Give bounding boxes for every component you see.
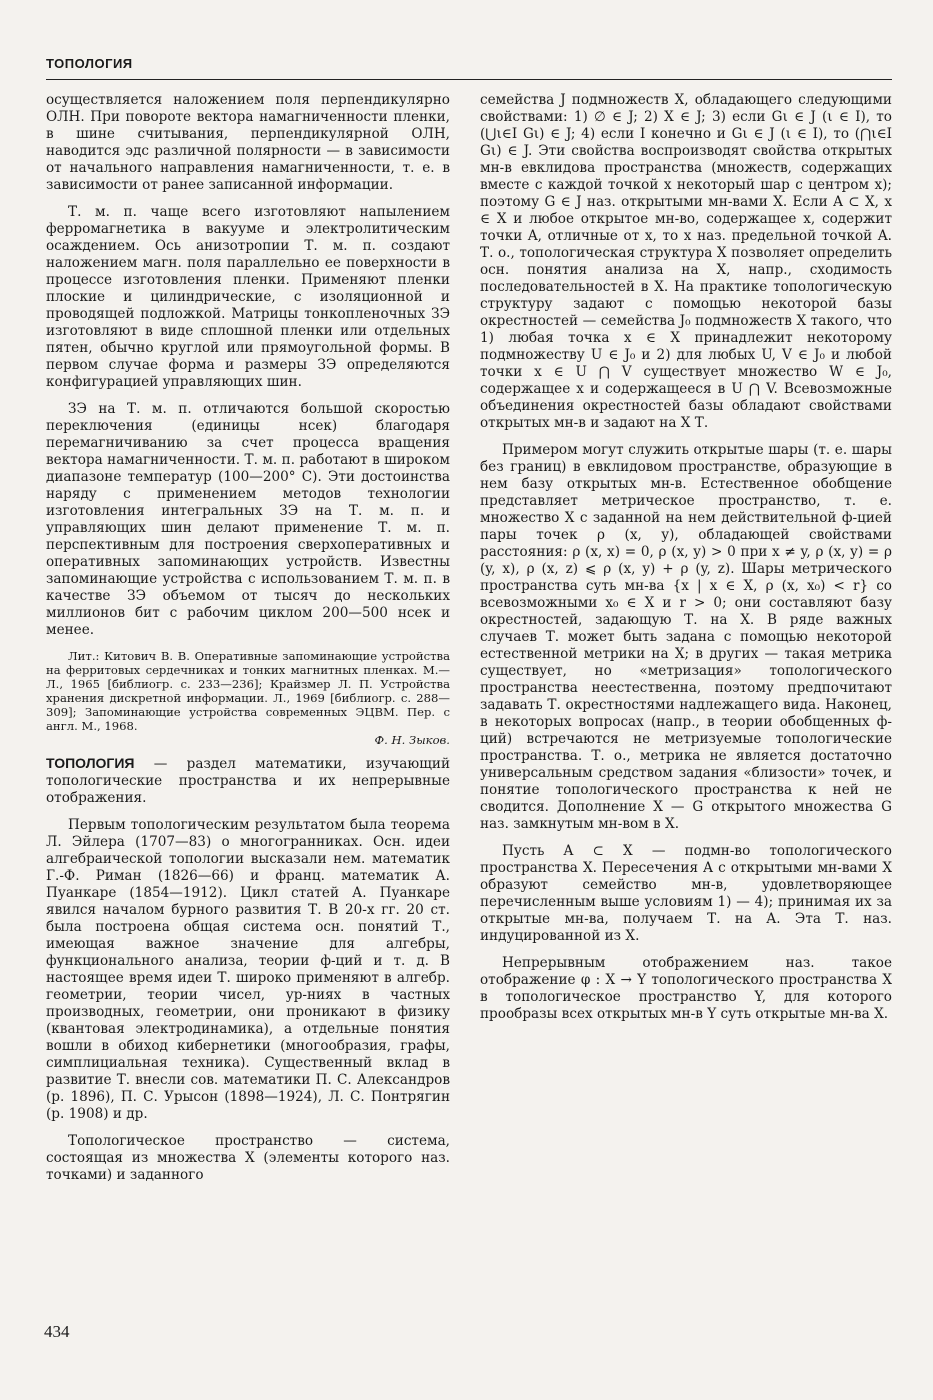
entry-headword: ТОПОЛОГИЯ: [46, 755, 135, 771]
literature-text: Лит.: Китович В. В. Оперативные запоминающие устройства на ферритовых сердечниках и тонких магнитных пленках. М.— Л., 1965 [библиогр. с. 233—236]; Крайзмер Л. П. Устройства хранения дискретной информации. Л., 1969 [библиогр. с. 288—309]; Запоминающие устройства современных ЭЦВМ. Пер. с англ. М., 1968.: [46, 649, 450, 733]
right-paragraph-4: Непрерывным отображением наз. такое отображение φ : X → Y топологического пространства X в топологическое пространство Y, для которого прообразы всех открытых мн-в Y суть открытые мн-ва X.: [480, 955, 892, 1022]
entry-definition: — раздел математики, изучающий топологические пространства и их непрерывные отображения.: [46, 756, 450, 806]
left-paragraph-5: Первым топологическим результатом была теорема Л. Эйлера (1707—83) о многогранниках. Осн. идеи алгебраической топологии высказали нем. математик Г.-Ф. Риман (1826—66) и франц. математик А. Пуанкаре (1854—1912). Цикл статей А. Пуанкаре явился началом бурного развития Т. В 20-х гг. 20 ст. была построена общая система осн. понятий Т., имеющая важное значение для алгебры, функционального анализа, теории ф-ций и т. д. В настоящее время идеи Т. широко применяют в алгебр. геометрии, теории чисел, ур-ниях в частных производных, геометрии, они проникают в физику (квантовая электродинамика), а отдельные понятия вошли в обиход кибернетики (многообразия, графы, симплициальная техника). Существенный вклад в развитие Т. внесли сов. математики П. С. Александров (р. 1896), П. С. Урысон (1898—1924), Л. С. Понтрягин (р. 1908) и др.: [46, 817, 450, 1122]
literature-block: [46, 649, 450, 747]
page-number: 434: [44, 1322, 70, 1341]
header-rule: [46, 79, 892, 80]
left-paragraph-1: осуществляется наложением поля перпендикулярно ОЛН. При повороте вектора намагниченности пленки, в шине считывания, перпендикулярной ОЛН, наводится эдс различной полярности — в зависимости от начального направления намагниченности, т. е. в зависимости от ранее записанной информации.: [46, 92, 450, 193]
literature-author: Ф. Н. Зыков.: [374, 733, 450, 747]
right-paragraph-2: Примером могут служить открытые шары (т. е. шары без границ) в евклидовом пространстве, образующие в нем базу открытых мн-в. Естественное обобщение представляет метрическое пространство, т. е. множество X с заданной на нем действительной ф-цией пары точек ρ (x, y), обладающей свойствами расстояния: ρ (x, x) = 0, ρ (x, y) > 0 при x ≠ y, ρ (x, y) = ρ (y, x), ρ (x, z) ⩽ ρ (x, y) + ρ (y, z). Шары метрического пространства суть мн-ва {x | x ∈ X, ρ (x, x₀) < r} со всевозможными x₀ ∈ X и r > 0; они составляют базу окрестностей, задающую Т. на X. В ряде важных случаев Т. может быть задана с помощью некоторой естественной метрики на X; в других — такая метрика существует, но «метризация» топологического пространства неестественна, поэтому предпочитают задавать Т. окрестностями надлежащего вида. Наконец, в некоторых вопросах (напр., в теории обобщенных ф-ций) встречаются не метризуемые топологические пространства. Т. о., метрика не является достаточно универсальным средством задания «близости» точек, и понятие топологического пространства к ней не сводится. Дополнение X — G открытого множества G наз. замкнутым мн-вом в X.: [480, 442, 892, 832]
right-paragraph-3: Пусть A ⊂ X — подмн-во топологического пространства X. Пересечения A с открытыми мн-вами X образуют семейство мн-в, удовлетворяющее перечисленным выше условиям 1) — 4); принимая их за открытые мн-ва, получаем Т. на A. Эта Т. наз. индуцированной из X.: [480, 843, 892, 944]
running-header: ТОПОЛОГИЯ: [46, 56, 133, 71]
right-paragraph-1: семейства J подмножеств X, обладающего следующими свойствами: 1) ∅ ∈ J; 2) X ∈ J; 3) если Gι ∈ J (ι ∈ I), то (⋃ι∈I Gι) ∈ J; 4) если I конечно и Gι ∈ J (ι ∈ I), то (⋂ι∈I Gι) ∈ J. Эти свойства воспроизводят свойства открытых мн-в евклидова пространства (множеств, содержащих вместе с каждой точкой x некоторый шар с центром x); поэтому G ∈ J наз. открытыми мн-вами X. Если A ⊂ X, x ∈ X и любое открытое мн-во, содержащее x, содержит точки A, отличные от x, то x наз. предельной точкой A. Т. о., топологическая структура X позволяет определить осн. понятия анализа на X, напр., сходимость последовательностей в X. На практике топологическую структуру задают с помощью некоторой базы окрестностей — семейства J₀ подмножеств X такого, что 1) любая точка x ∈ X принадлежит некоторому подмножеству U ∈ J₀ и 2) для любых U, V ∈ J₀ и любой точки x ∈ U ⋂ V существует множество W ∈ J₀, содержащее x и содержащееся в U ⋂ V. Всевозможные объединения окрестностей базы обладают свойствами открытых мн-в и задают на X Т.: [480, 92, 892, 431]
entry-start: [46, 755, 450, 807]
left-paragraph-3: ЗЭ на Т. м. п. отличаются большой скоростью переключения (единицы нсек) благодаря перемагничиванию за счет процесса вращения вектора намагниченности. Т. м. п. работают в широком диапазоне температур (100—200° С). Эти достоинства наряду с применением методов технологии изготовления интегральных ЗЭ на Т. м. п. и управляющих шин делают применение Т. м. п. перспективным для построения сверхоперативных и оперативных запоминающих устройств. Известны запоминающие устройства с использованием Т. м. п. в качестве ЗЭ объемом от тысяч до нескольких миллионов бит с рабочим циклом 200—500 нсек и менее.: [46, 401, 450, 638]
right-column: [480, 92, 892, 1033]
left-column: [46, 92, 450, 1194]
left-paragraph-2: Т. м. п. чаще всего изготовляют напылением ферромагнетика в вакууме и электролитическим осаждением. Ось анизотропии Т. м. п. создают наложением магн. поля параллельно ее поверхности в процессе изготовления пленки. Применяют пленки плоские и цилиндрические, с изоляционной и проводящей подложкой. Матрицы тонкопленочных ЗЭ изготовляют в виде сплошной пленки или отдельных пятен, обычно круглой или прямоугольной формы. В первом случае форма и размеры ЗЭ определяются конфигурацией управляющих шин.: [46, 204, 450, 390]
left-paragraph-6: Топологическое пространство — система, состоящая из множества X (элементы которого наз. точками) и заданного: [46, 1133, 450, 1183]
